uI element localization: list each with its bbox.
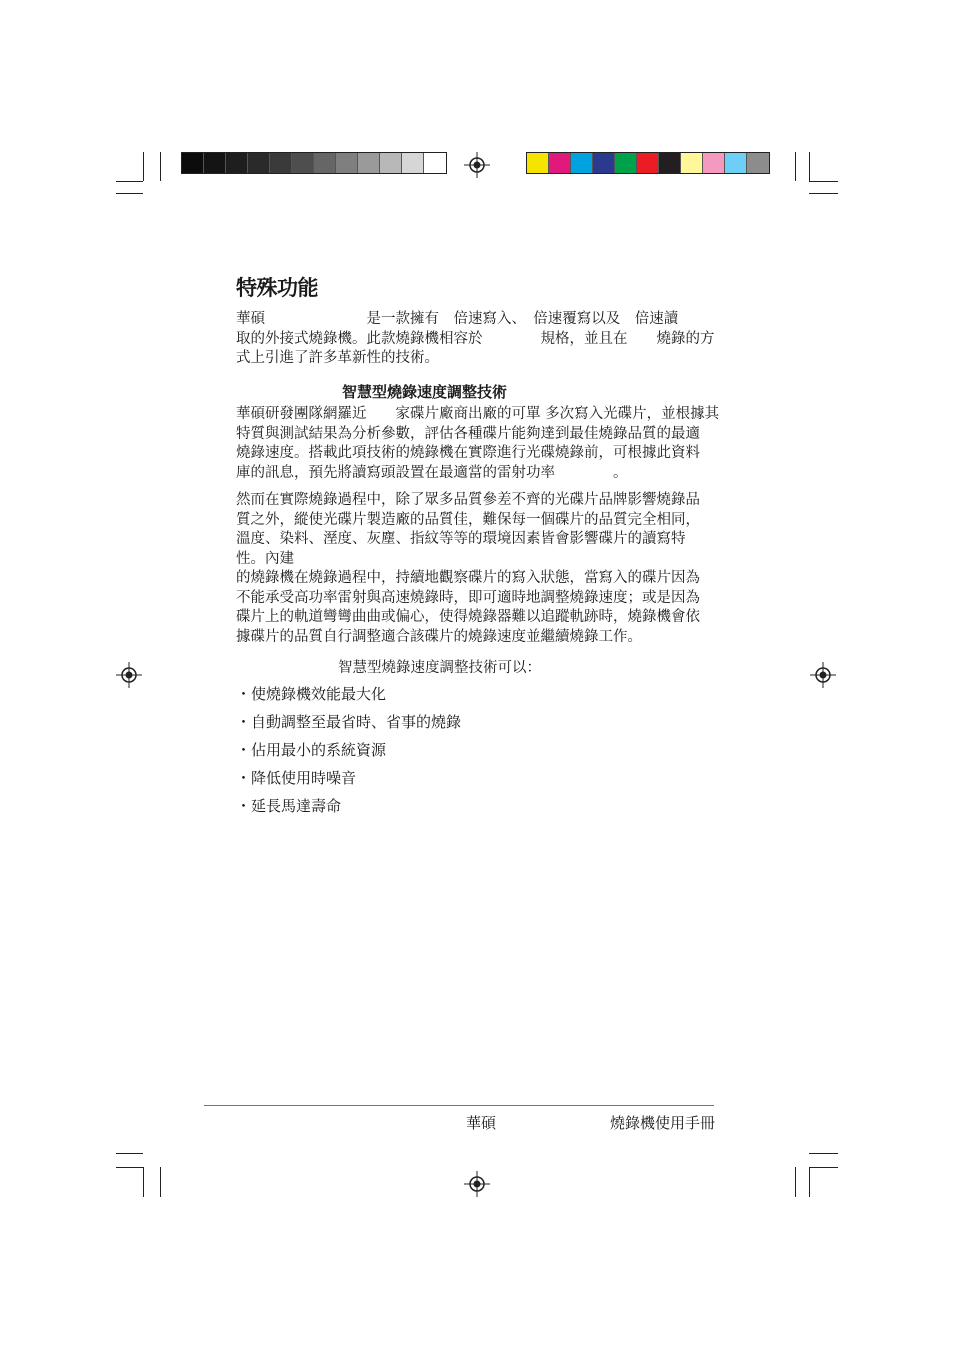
text-line: 華碩研發團隊網羅近 家碟片廠商出廠的可單 多次寫入光碟片，並根據其 [236,406,720,422]
list-item: ・延長馬達壽命 [236,797,342,815]
registration-mark-icon [464,1171,490,1197]
text-line: 據碟片的品質自行調整適合該碟片的燒錄速度並繼續燒錄工作。 [236,628,642,645]
gray-swatch [402,153,424,173]
text-line: 質之外，縱使光碟片製造廠的品質佳，難保每一個碟片的品質完全相同， [236,511,700,528]
footer-manual-title: 燒錄機使用手冊 [610,1114,716,1132]
list-item: ・使燒錄機效能最大化 [236,685,387,703]
list-item: ・降低使用時噪音 [236,769,357,787]
color-swatch [615,153,637,173]
paragraph-2 [236,491,714,647]
text-line: 特質與測試結果為分析參數，評估各種碟片能夠達到最佳燒錄品質的最適 [236,425,700,442]
gray-swatch [248,153,270,173]
list-item: ・佔用最小的系統資源 [236,741,387,759]
color-swatch [747,153,769,173]
text-line: 性。內建 [236,550,294,567]
color-swatch [549,153,571,173]
gray-swatch [292,153,314,173]
gray-swatch [358,153,380,173]
text-line: 不能承受高功率雷射與高速燒錄時，即可適時地調整燒錄速度；或是因為 [236,589,700,606]
footer-brand: 華碩 [466,1114,497,1132]
text-line: 取的外接式燒錄機。此款燒錄機相容於 規格，並且在 燒錄的方 [236,330,715,347]
benefits-intro: 智慧型燒錄速度調整技術可以： [338,660,541,676]
section-title: 智慧型燒錄速度調整技術 [342,383,508,401]
color-swatch [571,153,593,173]
list-item: ・自動調整至最省時、省事的燒錄 [236,713,462,731]
color-swatch [527,153,549,173]
registration-mark-icon [464,152,490,178]
gray-swatch [226,153,248,173]
text-line: 燒錄速度。搭載此項技術的燒錄機在實際進行光碟燒錄前，可根據此資料 [236,445,700,461]
gray-swatch [182,153,204,173]
intro-paragraph [236,310,714,369]
gray-swatch [270,153,292,173]
text-line: 溫度、染料、溼度、灰塵、指紋等等的環境因素皆會影響碟片的讀寫特 [236,531,686,547]
color-swatch [593,153,615,173]
text-line: 碟片上的軌道彎彎曲曲或偏心，使得燒錄器難以追蹤軌跡時，燒錄機會依 [236,609,700,625]
color-swatch [637,153,659,173]
paragraph-1 [236,405,720,483]
footer-rule [204,1105,714,1106]
color-swatch [681,153,703,173]
text-line: 華碩 是一款擁有 倍速寫入、 倍速覆寫以及 倍速讀 [236,311,679,327]
page-title: 特殊功能 [236,276,318,300]
gray-swatch [204,153,226,173]
color-swatch [703,153,725,173]
color-swatch [659,153,681,173]
gray-swatch [336,153,358,173]
registration-mark-icon [810,662,836,688]
gray-swatch [314,153,336,173]
text-line: 然而在實際燒錄過程中，除了眾多品質參差不齊的光碟片品牌影響燒錄品 [236,492,700,508]
registration-mark-icon [116,662,142,688]
text-line: 式上引進了許多革新性的技術。 [236,350,439,366]
color-bar [526,152,770,174]
gray-swatch [380,153,402,173]
text-line: 的燒錄機在燒錄過程中，持續地觀察碟片的寫入狀態，當寫入的碟片因為 [236,570,700,586]
grayscale-bar [181,152,447,174]
text-line: 庫的訊息，預先將讀寫頭設置在最適當的雷射功率 。 [236,464,628,481]
color-swatch [725,153,747,173]
gray-swatch [424,153,446,173]
